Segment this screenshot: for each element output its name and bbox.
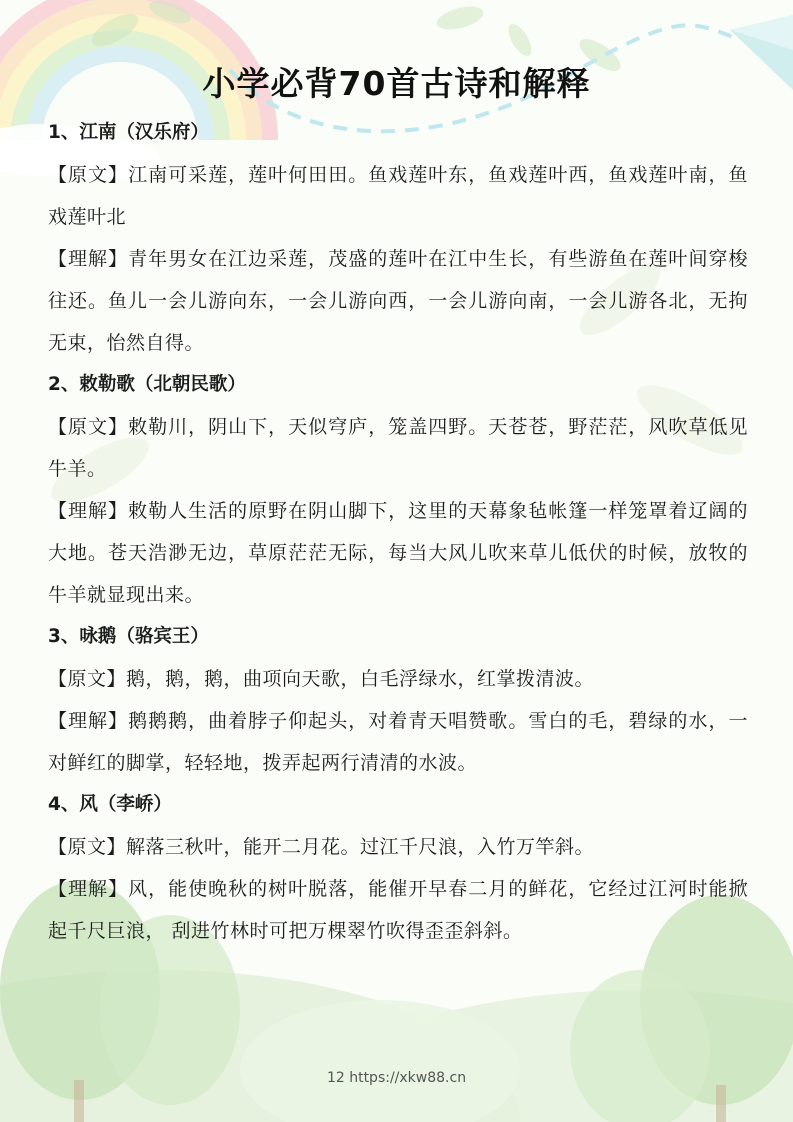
original-tag: 【原文】 [48, 164, 129, 186]
poem-entry [48, 616, 748, 784]
original-tag: 【原文】 [48, 668, 127, 690]
poem-original [48, 154, 748, 238]
poem-heading: 1、江南（汉乐府） [48, 122, 209, 143]
page-footer: 12 https://xkw88.cn [326, 1070, 467, 1086]
explain-tag: 【理解】 [48, 710, 129, 732]
poem-entry [48, 784, 748, 952]
explain-text: 鹅鹅鹅，曲着脖子仰起头，对着青天唱赞歌。雪白的毛，碧绿的水，一对鲜红的脚掌，轻轻地，拨弄起两行清清的水波。 [48, 710, 748, 774]
poem-original [48, 406, 748, 490]
original-text: 鹅，鹅，鹅，曲项向天歌，白毛浮绿水，红掌拨清波。 [126, 668, 595, 690]
original-tag: 【原文】 [48, 416, 129, 438]
explain-text: 风，能使晚秋的树叶脱落，能催开早春二月的鲜花，它经过江河时能掀起千尺巨浪， 刮进竹林时可把万棵翠竹吹得歪歪斜斜。 [48, 878, 748, 942]
explain-tag: 【理解】 [48, 878, 129, 900]
explain-text: 青年男女在江边采莲，茂盛的莲叶在江中生长，有些游鱼在莲叶间穿梭往还。鱼儿一会儿游向东，一会儿游向西，一会儿游向南，一会儿游各北，无拘无束，怡然自得。 [48, 248, 748, 354]
original-text: 江南可采莲，莲叶何田田。鱼戏莲叶东，鱼戏莲叶西，鱼戏莲叶南，鱼戏莲叶北 [48, 164, 748, 228]
poem-explanation [48, 490, 748, 616]
poem-list [48, 112, 748, 952]
original-text: 敕勒川，阴山下，天似穹庐，笼盖四野。天苍苍，野茫茫，风吹草低见牛羊。 [48, 416, 748, 480]
original-text: 解落三秋叶，能开二月花。过江千尺浪，入竹万竿斜。 [126, 836, 595, 858]
page-title: 小学必背70首古诗和解释 [202, 64, 591, 103]
poem-heading: 4、风（李峤） [48, 794, 172, 815]
poem-entry [48, 112, 748, 364]
poem-original [48, 658, 748, 700]
poem-entry [48, 364, 748, 616]
poem-original [48, 826, 748, 868]
explain-text: 敕勒人生活的原野在阴山脚下，这里的天幕象毡帐篷一样笼罩着辽阔的大地。苍天浩渺无边，草原茫茫无际，每当大风儿吹来草儿低伏的时候，放牧的牛羊就显现出来。 [48, 500, 748, 606]
original-tag: 【原文】 [48, 836, 127, 858]
poem-explanation [48, 868, 748, 952]
explain-tag: 【理解】 [48, 500, 129, 522]
poem-explanation [48, 700, 748, 784]
poem-heading: 3、咏鹅（骆宾王） [48, 626, 209, 647]
explain-tag: 【理解】 [48, 248, 129, 270]
poem-heading: 2、敕勒歌（北朝民歌） [48, 374, 246, 395]
poem-explanation [48, 238, 748, 364]
